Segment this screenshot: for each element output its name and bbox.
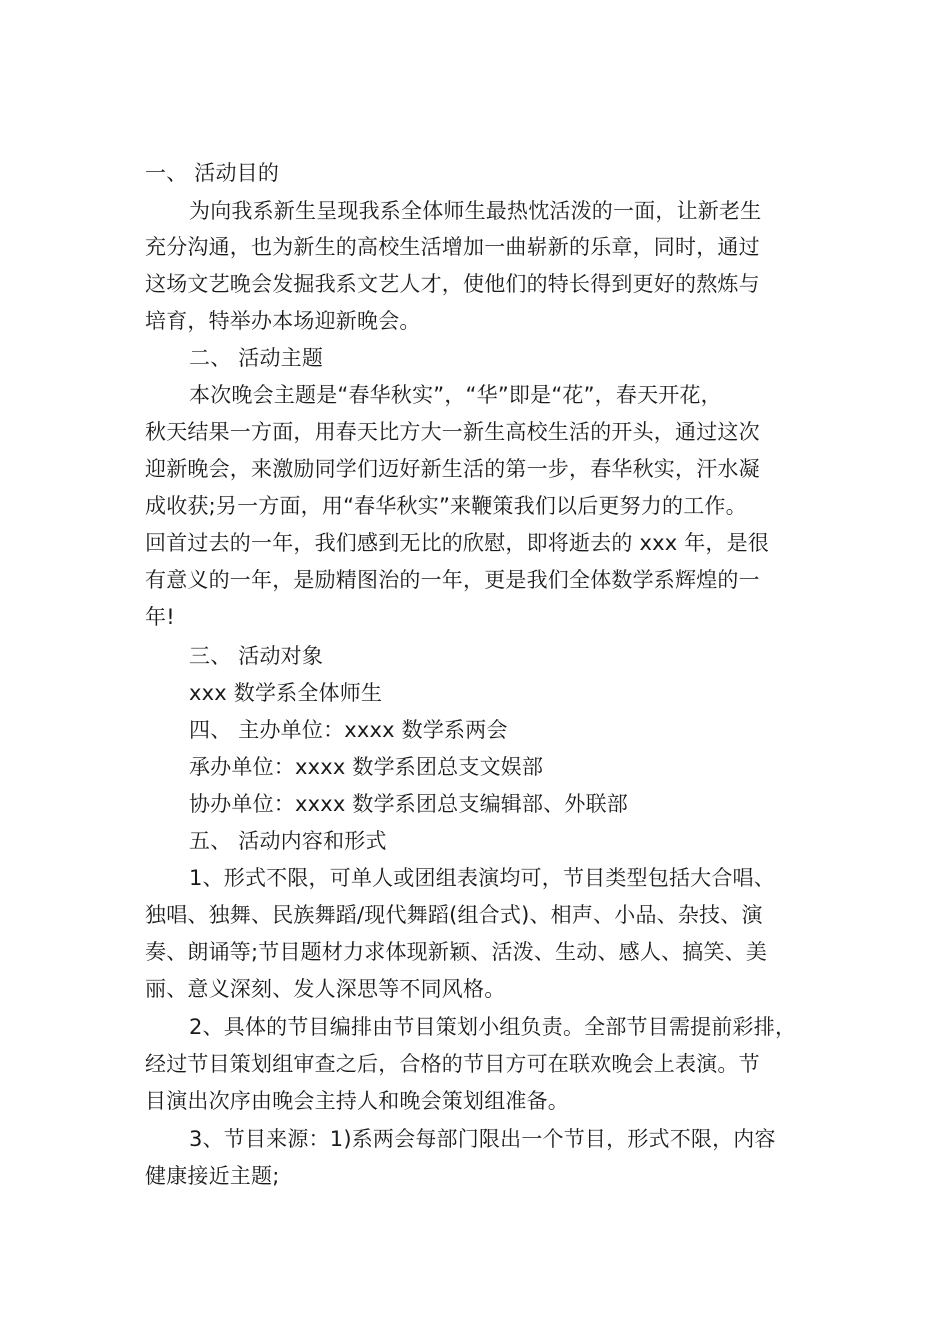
text-line: 充分沟通，也为新生的高校生活增加一曲崭新的乐章，同时，通过: [145, 235, 760, 259]
text-line: 健康接近主题;: [145, 1164, 280, 1188]
text-line: 2、具体的节目编排由节目策划小组负责。全部节目需提前彩排，: [189, 1015, 797, 1039]
text-line: 这场文艺晚会发掘我系文艺人才，使他们的特长得到更好的熬炼与: [145, 272, 760, 296]
text-line: 三、 活动对象: [189, 644, 324, 668]
text-line: 丽、意义深刻、发人深思等不同风格。: [145, 977, 506, 1001]
text-line: xxx 数学系全体师生: [189, 681, 383, 705]
text-line: 一、 活动目的: [145, 161, 280, 185]
text-line: 承办单位：xxxx 数学系团总支文娱部: [189, 755, 544, 779]
text-line: 协办单位：xxxx 数学系团总支编辑部、外联部: [189, 792, 628, 816]
text-line: 本次晚会主题是“春华秋实”，“华”即是“花”，春天开花，: [189, 383, 722, 407]
text-line: 奏、朗诵等;节目题材力求体现新颖、活泼、生动、感人、搞笑、美: [145, 940, 768, 964]
text-line: 二、 活动主题: [189, 346, 324, 370]
text-line: 独唱、独舞、民族舞蹈/现代舞蹈(组合式)、相声、小品、杂技、演: [145, 903, 763, 927]
text-line: 秋天结果一方面，用春天比方大一新生高校生活的开头，通过这次: [145, 420, 760, 444]
text-line: 回首过去的一年，我们感到无比的欣慰，即将逝去的 xxx 年，是很: [145, 531, 770, 555]
text-line: 有意义的一年，是励精图治的一年，更是我们全体数学系辉煌的一: [145, 568, 760, 592]
text-line: 为向我系新生呈现我系全体师生最热忱活泼的一面，让新老生: [189, 199, 762, 223]
text-line: 四、 主办单位：xxxx 数学系两会: [189, 718, 508, 742]
text-line: 成收获;另一方面，用“春华秋实”来鞭策我们以后更努力的工作。: [145, 494, 747, 518]
text-line: 1、形式不限，可单人或团组表演均可，节目类型包括大合唱、: [189, 866, 775, 890]
text-line: 目演出次序由晚会主持人和晚会策划组准备。: [145, 1089, 569, 1113]
text-line: 3、节目来源：1)系两会每部门限出一个节目，形式不限，内容: [189, 1127, 776, 1151]
text-line: 培育，特举办本场迎新晚会。: [145, 309, 421, 333]
text-line: 年!: [145, 605, 175, 629]
text-line: 经过节目策划组审查之后，合格的节目方可在联欢晚会上表演。节: [145, 1052, 760, 1076]
text-line: 迎新晚会，来激励同学们迈好新生活的第一步，春华秋实，汗水凝: [145, 457, 760, 481]
text-line: 五、 活动内容和形式: [189, 829, 387, 853]
